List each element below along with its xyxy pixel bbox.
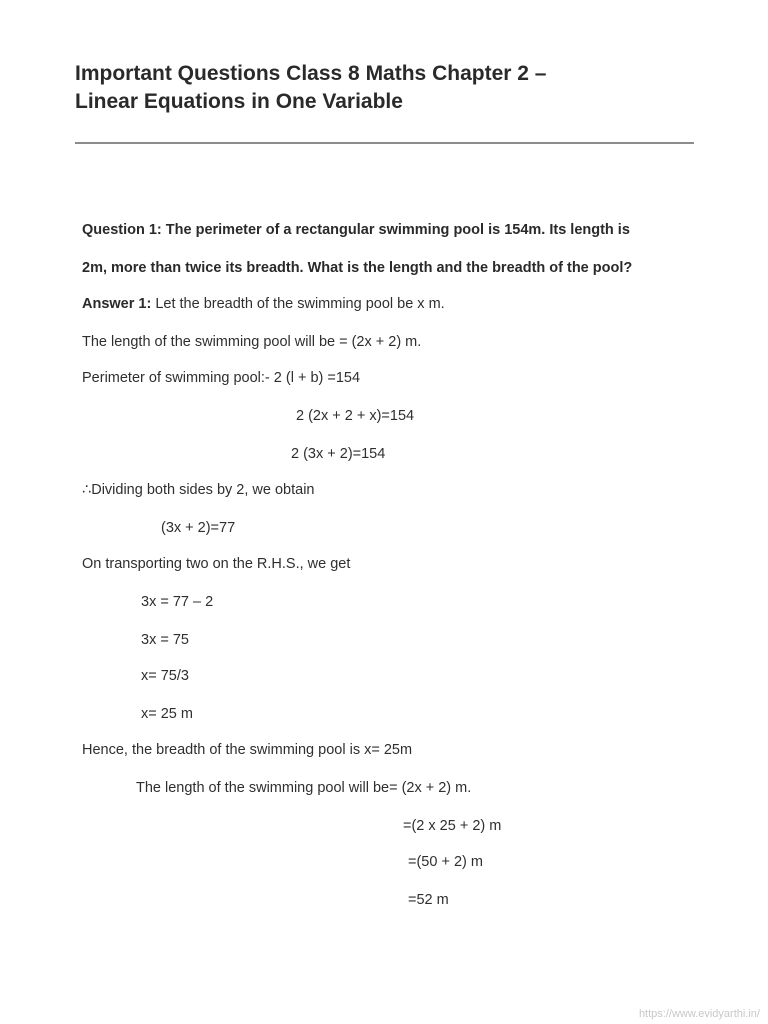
answer-intro	[82, 294, 445, 314]
solution-step: =(50 + 2) m	[408, 854, 483, 870]
solution-step: The length of the swimming pool will be = (2x + 2) m.	[82, 334, 422, 350]
solution-step: x= 75/3	[141, 668, 189, 684]
solution-step: =(2 x 25 + 2) m	[403, 818, 502, 834]
solution-step: 2 (2x + 2 + x)=154	[296, 408, 415, 424]
question-line-2: 2m, more than twice its breadth. What is the length and the breadth of the pool?	[82, 260, 633, 276]
answer-label: Answer 1:	[82, 296, 152, 312]
question-line-1: Question 1: The perimeter of a rectangular swimming pool is 154m. Its length is	[82, 222, 630, 238]
page-title	[75, 60, 695, 116]
title-divider	[75, 142, 694, 144]
solution-step: x= 25 m	[141, 706, 193, 722]
solution-step: Hence, the breadth of the swimming pool is x= 25m	[82, 742, 413, 758]
solution-step: 3x = 77 – 2	[141, 594, 214, 610]
solution-step: The length of the swimming pool will be= (2x + 2) m.	[136, 780, 472, 796]
solution-step: 3x = 75	[141, 632, 189, 648]
solution-step: =52 m	[408, 892, 449, 908]
solution-step: (3x + 2)=77	[161, 520, 236, 536]
solution-step: On transporting two on the R.H.S., we get	[82, 556, 351, 572]
solution-step: 2 (3x + 2)=154	[291, 446, 386, 462]
source-watermark: https://www.evidyarthi.in/	[638, 1008, 760, 1020]
title-line-2: Linear Equations in One Variable	[75, 90, 403, 113]
solution-step: ∴Dividing both sides by 2, we obtain	[82, 482, 315, 498]
answer-intro-text: Let the breadth of the swimming pool be x m.	[151, 296, 445, 312]
title-line-1: Important Questions Class 8 Maths Chapter 2 –	[75, 62, 547, 85]
solution-step: Perimeter of swimming pool:- 2 (l + b) =154	[82, 370, 361, 386]
